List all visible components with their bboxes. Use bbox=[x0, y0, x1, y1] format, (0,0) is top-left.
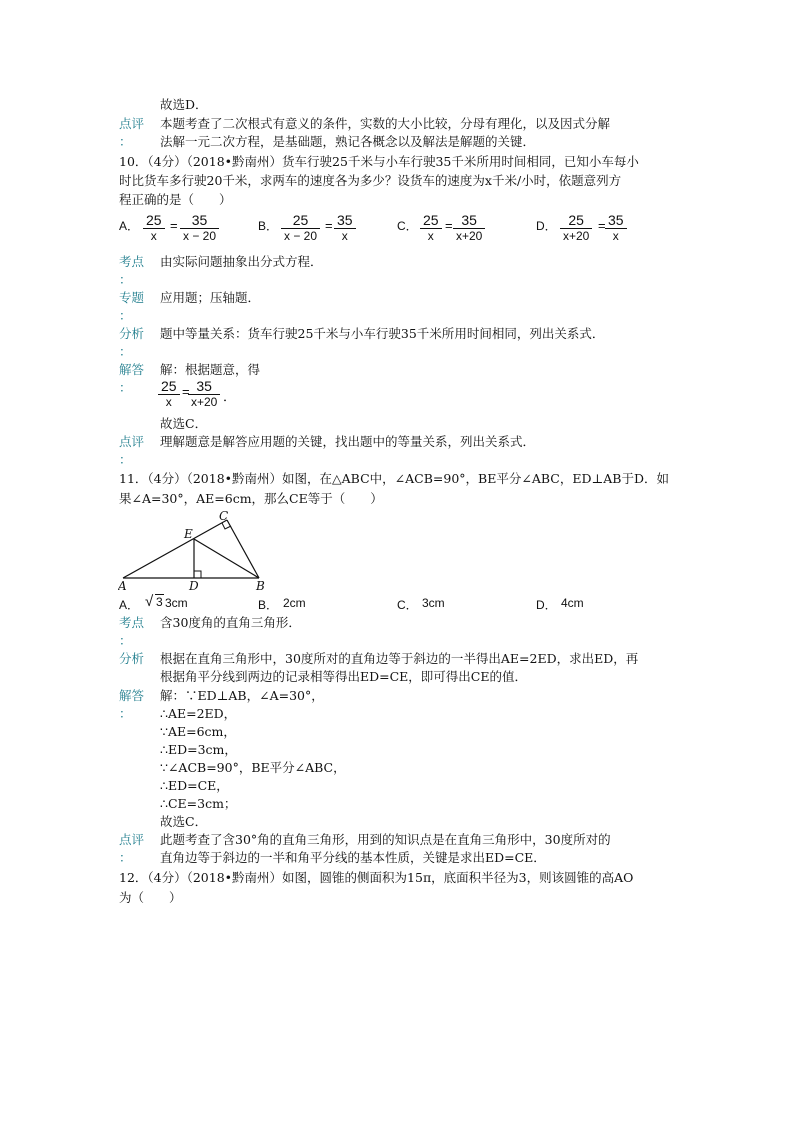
q9-review-colon: ： bbox=[119, 134, 132, 149]
q9-review-line1: 本题考查了二次根式有意义的条件，实数的大小比较，分母有理化，以及因式分解 bbox=[160, 116, 611, 131]
q10-jieda-fraction-left: $\frac{25}{x}$ bbox=[158, 378, 180, 410]
q10-review-label: 点评 bbox=[119, 434, 145, 449]
q9-review-line2: 法解一元二次方程，是基础题，熟记各概念以及解法是解题的关键． bbox=[160, 134, 536, 149]
q11-step: ∴CE=3cm； bbox=[160, 796, 237, 811]
option-letter: D． bbox=[536, 598, 557, 612]
q11-step: 解：∵ED⊥AB，∠A=30°， bbox=[160, 688, 324, 703]
side-cb bbox=[227, 520, 259, 578]
q11-review-label: 点评 bbox=[119, 832, 145, 847]
q11-answer: 故选C． bbox=[160, 814, 208, 829]
q10-zhuanti: 应用题；压轴题． bbox=[160, 290, 261, 305]
label-c: C bbox=[219, 509, 229, 523]
option-letter: A． bbox=[119, 219, 140, 233]
fraction: $\frac{35}{x}$ bbox=[334, 212, 356, 244]
fraction: $\frac{35}{x - 20}$ bbox=[180, 212, 219, 244]
q11-review-line1: 此题考查了含30°角的直角三角形，用到的知识点是在直角三角形中，30度所对的 bbox=[160, 832, 611, 847]
q10-jieda-fraction-right: $\frac{35}{x+20}$ bbox=[188, 378, 220, 410]
option-letter: A． bbox=[119, 598, 140, 612]
label-a: A bbox=[118, 579, 127, 592]
q10-jieda-label: 解答 bbox=[119, 362, 145, 377]
segment-be bbox=[194, 539, 259, 578]
q9-review-label: 点评 bbox=[119, 116, 145, 131]
option-letter: D． bbox=[536, 219, 557, 233]
q9-answer: 故选D． bbox=[160, 97, 208, 112]
q11-step: ∵AE=6cm， bbox=[160, 724, 236, 739]
fraction: $\frac{25}{x}$ bbox=[143, 212, 165, 244]
q10-fenxi: 题中等量关系：货车行驶25千米与小车行驶35千米所用时间相同，列出关系式． bbox=[160, 326, 605, 341]
label-d: D bbox=[189, 579, 199, 592]
q10-fenxi-label: 分析 bbox=[119, 326, 145, 341]
radicand: 3 bbox=[156, 595, 163, 609]
q11-step: ∴ED=CE， bbox=[160, 778, 229, 793]
fraction: $\frac{25}{x}$ bbox=[420, 212, 442, 244]
sqrt-icon: √ bbox=[145, 593, 154, 610]
option-letter: C． bbox=[397, 598, 418, 612]
q11-kaodian-label: 考点 bbox=[119, 615, 145, 630]
q10-jieda-line1: 解：根据题意，得 bbox=[160, 362, 261, 377]
q11-fenxi-label: 分析 bbox=[119, 651, 145, 666]
fraction: $\frac{25}{x - 20}$ bbox=[281, 212, 320, 244]
fraction: $\frac{25}{x+20}$ bbox=[560, 212, 592, 244]
q11-kaodian: 含30度角的直角三角形． bbox=[160, 615, 301, 630]
q11-step: ∴ED=3cm， bbox=[160, 742, 237, 757]
option-letter: C． bbox=[397, 219, 418, 233]
q11-step: ∴AE=2ED， bbox=[160, 706, 237, 721]
q10-kaodian: 由实际问题抽象出分式方程． bbox=[160, 254, 323, 269]
label-e: E bbox=[184, 527, 193, 541]
q10-review: 理解题意是解答应用题的关键，找出题中的等量关系，列出关系式． bbox=[160, 434, 536, 449]
option-letter: B． bbox=[258, 219, 279, 233]
q11-fenxi-line1: 根据在直角三角形中，30度所对的直角边等于斜边的一半得出AE=2ED，求出ED，再 bbox=[160, 651, 639, 666]
q11-stem-line2: 果∠A=30°，AE=6cm，那么CE等于（ ） bbox=[119, 491, 383, 506]
q12-stem-line1: 12．（4分）（2018•黔南州）如图，圆锥的侧面积为15π，底面积半径为3，则该圆锥的高AO bbox=[119, 870, 634, 885]
right-angle-mark-d bbox=[194, 571, 201, 578]
q11-jieda-label: 解答 bbox=[119, 688, 145, 703]
q11-fenxi-line2: 根据角平分线到两边的记录相等得出ED=CE，即可得出CE的值． bbox=[160, 669, 527, 684]
fraction: $\frac{35}{x}$ bbox=[605, 212, 627, 244]
triangle-figure bbox=[118, 508, 278, 592]
q10-answer: 故选C． bbox=[160, 416, 208, 431]
option-letter: B． bbox=[258, 598, 279, 612]
label-b: B bbox=[256, 579, 265, 592]
q10-stem-line2: 时比货车多行驶20千米，求两车的速度各为多少？设货车的速度为x千米/小时，依题意列方 bbox=[119, 173, 622, 188]
q12-stem-line2: 为（ ） bbox=[119, 890, 182, 905]
q10-stem-line1: 10．（4分）（2018•黔南州）货车行驶25千米与小车行驶35千米所用时间相同，已知小车每小 bbox=[119, 154, 639, 169]
q10-zhuanti-label: 专题 bbox=[119, 290, 145, 305]
fraction: $\frac{35}{x+20}$ bbox=[453, 212, 485, 244]
q11-step: ∵∠ACB=90°，BE平分∠ABC， bbox=[160, 760, 346, 775]
q10-kaodian-label: 考点 bbox=[119, 254, 145, 269]
q11-stem-line1: 11．（4分）（2018•黔南州）如图，在△ABC中，∠ACB=90°，BE平分∠ABC，ED⊥AB于D．如 bbox=[119, 471, 669, 486]
q10-stem-line3: 程正确的是（ ） bbox=[119, 192, 232, 207]
q11-review-line2: 直角边等于斜边的一半和角平分线的基本性质，关键是求出ED=CE． bbox=[160, 850, 546, 865]
